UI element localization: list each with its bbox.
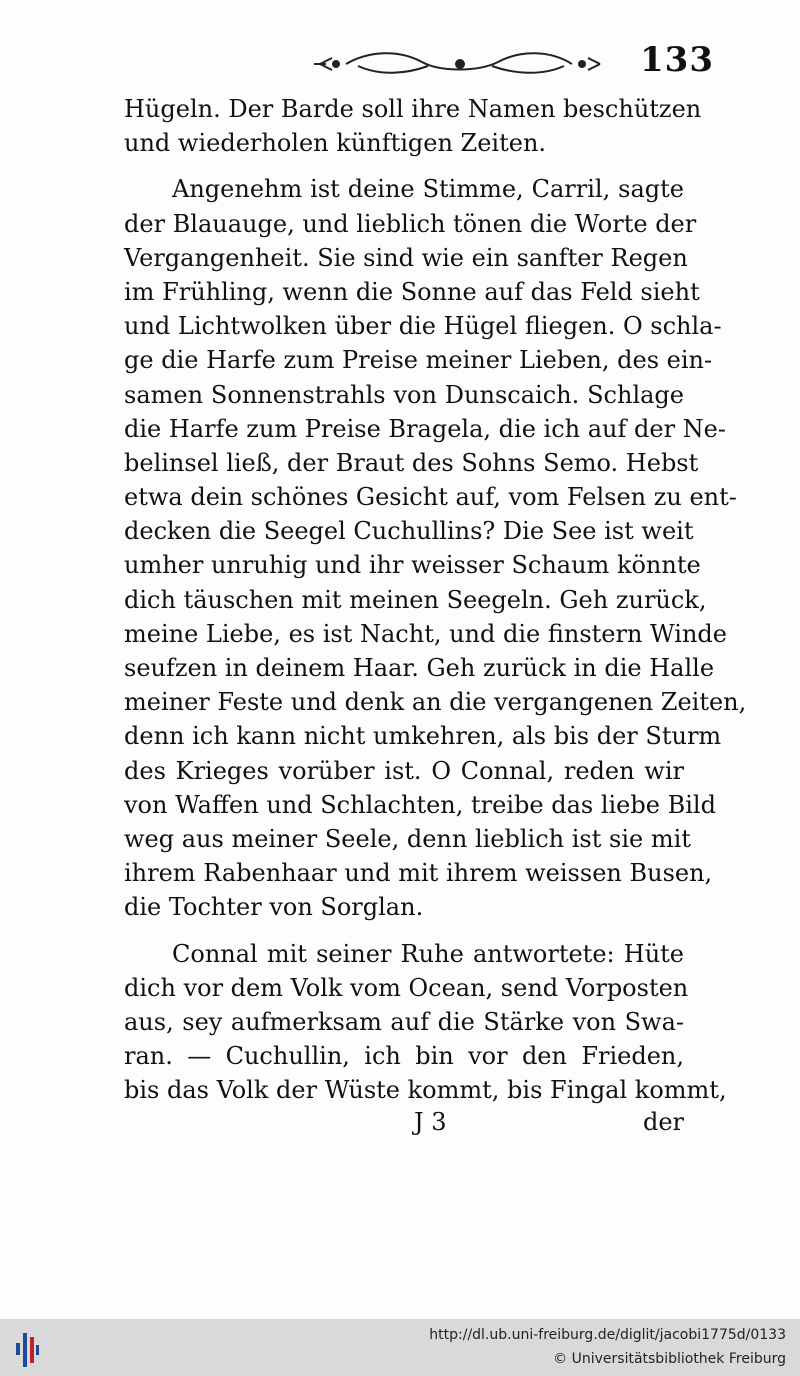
text-line: weg aus meiner Seele, denn lieblich ist sie mit [124,824,691,853]
footer-bar [0,1319,800,1376]
text-line: und Lichtwolken über die Hügel fliegen. O schla- [124,312,722,341]
text-line: Angenehm ist deine Stimme, Carril, sagte [172,175,684,204]
text-line: umher unruhig und ihr weisser Schaum könnte [124,551,701,580]
catchword: der [642,1108,684,1136]
text-line: seufzen in deinem Haar. Geh zurück in die Halle [124,654,715,682]
page-number: 133 [640,40,714,80]
catchword-line [124,1108,684,1144]
signature-mark: J 3 [414,1108,447,1136]
text-line: denn ich kann nicht umkehren, als bis der Sturm [124,722,722,751]
text-line: dich vor dem Volk vom Ocean, send Vorposten [124,973,689,1002]
text-line: im Frühling, wenn die Sonne auf das Feld sieht [124,277,700,306]
text-line: die Harfe zum Preise Bragela, die ich auf der Ne- [124,414,726,443]
text-line: ran. — Cuchullin, ich bin vor den Frieden, [124,1042,684,1071]
library-logo-icon [14,1329,40,1369]
text-line: decken die Seegel Cuchullins? Die See ist weit [124,517,694,546]
text-line: dich täuschen mit meinen Seegeln. Geh zurück, [124,585,707,614]
decorative-ornament-icon [310,44,610,84]
text-line: die Tochter von Sorglan. [124,893,424,922]
body-text [124,92,747,1107]
text-line: und wiederholen künftigen Zeiten. [124,129,547,158]
text-line: der Blauauge, und lieblich tönen die Worte der [124,209,697,238]
text-line: bis das Volk der Wüste kommt, bis Fingal kommt, [124,1076,727,1105]
text-line: ge die Harfe zum Preise meiner Lieben, des ein- [124,346,713,375]
text-line: meiner Feste und denk an die vergangenen Zeiten, [124,688,747,717]
text-line: samen Sonnenstrahls von Dunscaich. Schlage [124,380,684,409]
copyright-notice: © Universitätsbibliothek Freiburg [553,1351,786,1367]
text-line: Vergangenheit. Sie sind wie ein sanfter Regen [124,243,688,272]
text-line: aus, sey aufmerksam auf die Stärke von Swa- [124,1007,684,1036]
text-line: ihrem Rabenhaar und mit ihrem weissen Busen, [124,859,713,888]
text-line: Connal mit seiner Ruhe antwortete: Hüte [172,939,684,968]
text-line: meine Liebe, es ist Nacht, und die finstern Winde [124,619,727,648]
text-line: Hügeln. Der Barde soll ihre Namen beschützen [124,95,702,123]
text-line: des Krieges vorüber ist. O Connal, reden wir [124,756,684,785]
text-line: von Waffen und Schlachten, treibe das liebe Bild [124,790,716,819]
text-line: etwa dein schönes Gesicht auf, vom Felsen zu ent- [124,483,737,512]
text-line: belinsel ließ, der Braut des Sohns Semo. Hebst [124,448,699,477]
source-url-link[interactable]: http://dl.ub.uni-freiburg.de/diglit/jacobi1775d/0133 [429,1327,786,1343]
